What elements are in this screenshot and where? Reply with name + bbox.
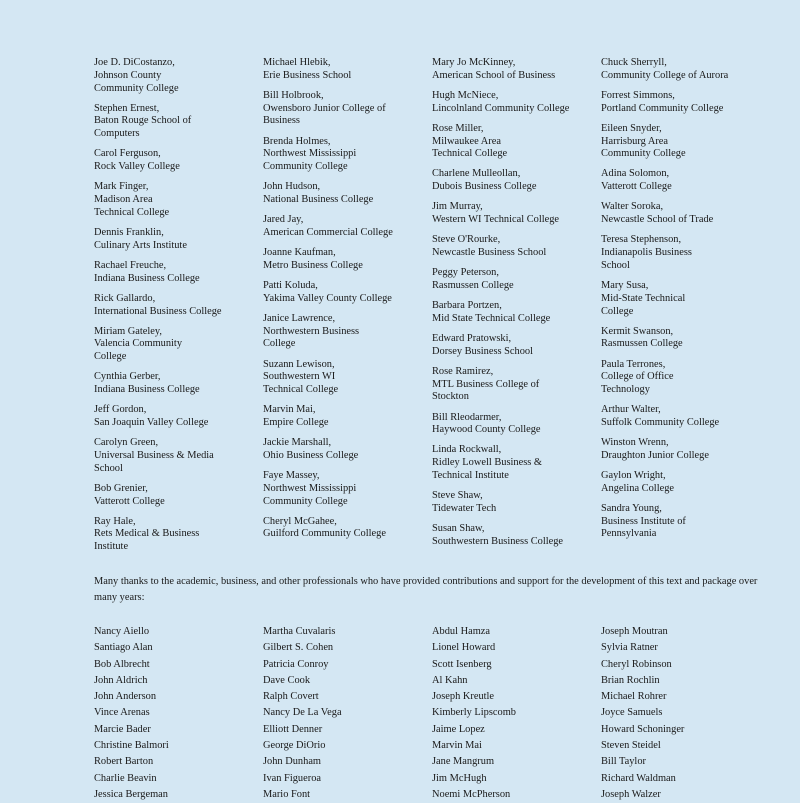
reviewer-school: Rets Medical & Business Institute [94, 528, 200, 553]
reviewer-name: Dennis Franklin, [94, 226, 164, 238]
reviewer-name: John Hudson, [263, 181, 321, 193]
reviewer-school: Culinary Arts Institute [94, 239, 187, 251]
reviewer-name: Charlene Mulleollan, [432, 168, 521, 180]
reviewer-school: International Business College [94, 305, 222, 317]
reviewer-name: Steve O'Rourke, [432, 234, 501, 246]
contributor-name: Santiago Alan [94, 642, 153, 654]
reviewer-entry [94, 57, 263, 95]
reviewer-name: Bill Rleodarmer, [432, 411, 502, 423]
reviewer-school: Tidewater Tech [432, 502, 497, 514]
reviewer-entry [432, 90, 601, 116]
reviewer-school: Indiana Business College [94, 272, 200, 284]
reviewer-school: Dubois Business College [432, 181, 537, 193]
reviewer-name: Bob Grenier, [94, 482, 148, 494]
reviewer-name: Stephen Ernest, [94, 102, 160, 114]
contributor-name: Kimberly Lipscomb [432, 707, 516, 719]
reviewer-school: Portland Community College [601, 102, 724, 114]
reviewer-name: Linda Rockwall, [432, 444, 502, 456]
reviewer-name: Jim Murray, [432, 201, 483, 213]
reviewer-name: Eileen Snyder, [601, 122, 662, 134]
reviewer-name: Peggy Peterson, [432, 267, 499, 279]
reviewer-name: Mary Jo McKinney, [432, 57, 516, 68]
reviewer-school: Guilford Community College [263, 528, 386, 540]
reviewer-school: Draughton Junior College [601, 449, 709, 461]
reviewer-entry [432, 412, 601, 438]
reviewer-school: MTL Business College of Stockton [432, 378, 540, 403]
reviewer-school: Haywood County College [432, 424, 541, 436]
reviewer-name: Susan Shaw, [432, 522, 485, 534]
contributor-name: Jessica Bergeman [94, 788, 168, 800]
reviewer-name: Miriam Gateley, [94, 325, 162, 337]
reviewer-school: Rasmussen College [432, 279, 514, 291]
reviewer-entry [263, 280, 432, 306]
reviewer-entry [94, 371, 263, 397]
reviewer-name: Teresa Stephenson, [601, 234, 682, 246]
reviewer-entry [432, 333, 601, 359]
reviewer-school: Ridley Lowell Business & Technical Institute [432, 457, 542, 481]
reviewer-entry [432, 168, 601, 194]
contributor-name: Mario Font [263, 788, 311, 800]
reviewer-entry [601, 234, 770, 272]
reviewer-entry [263, 57, 432, 83]
contributor-name: Brian Rochlin [601, 674, 660, 686]
contributors-list [94, 624, 784, 803]
reviewer-entry [263, 470, 432, 508]
contributor-name: Charlie Beavin [94, 772, 157, 784]
contributor-name: Joseph Kreutle [432, 691, 495, 703]
contributor-name: Cheryl Robinson [601, 658, 672, 670]
reviewer-name: Patti Koluda, [263, 279, 318, 291]
reviewer-entry [263, 404, 432, 430]
reviewer-name: Walter Soroka, [601, 201, 664, 213]
reviewer-name: Mary Susa, [601, 279, 649, 291]
reviewer-school: Rasmussen College [601, 338, 683, 350]
reviewer-school: Northwest Mississippi Community College [263, 482, 357, 507]
reviewer-entry [263, 247, 432, 273]
contributor-name: Steven Steidel [601, 740, 661, 752]
contributor-name: Jim McHugh [432, 772, 487, 784]
reviewer-name: Jeff Gordon, [94, 404, 147, 416]
reviewer-name: Adina Solomon, [601, 168, 670, 180]
contributor-name: Nancy Aiello [94, 626, 150, 637]
reviewer-entry [432, 57, 601, 83]
contributor-name: Bob Albrecht [94, 658, 150, 670]
reviewer-entry [263, 437, 432, 463]
contributor-name: Joyce Samuels [601, 707, 663, 719]
contributor-name: Scott Isenberg [432, 658, 492, 670]
reviewer-entry [601, 57, 770, 83]
reviewer-school: Valencia Community College [94, 338, 183, 363]
contributor-column [94, 624, 263, 803]
contributor-name: Martha Cuvalaris [263, 626, 336, 637]
reviewer-entry [94, 483, 263, 509]
reviewer-name: Carol Ferguson, [94, 148, 161, 160]
reviewer-school: Southwestern WI Technical College [263, 371, 339, 396]
reviewer-entry [94, 516, 263, 554]
reviewer-name: Faye Massey, [263, 469, 320, 481]
reviewer-school: Newcastle School of Trade [601, 214, 714, 226]
contributor-column [432, 624, 601, 803]
reviewer-name: Sandra Young, [601, 502, 662, 514]
reviewer-entry [94, 293, 263, 319]
reviewer-entry [432, 300, 601, 326]
reviewer-entry [432, 490, 601, 516]
reviewer-name: Paula Terrones, [601, 358, 666, 370]
reviewer-school: Newcastle Business School [432, 247, 547, 259]
reviewers-list [94, 57, 784, 561]
reviewer-entry [94, 260, 263, 286]
reviewer-column [432, 57, 601, 561]
reviewer-name: Joanne Kaufman, [263, 247, 336, 259]
contributor-name: Gilbert S. Cohen [263, 642, 334, 654]
reviewer-entry [601, 503, 770, 541]
reviewer-entry [94, 148, 263, 174]
contributor-name: Sylvia Ratner [601, 642, 658, 654]
contributor-name: Marvin Mai [432, 740, 482, 752]
reviewer-entry [601, 326, 770, 352]
reviewer-school: American Commercial College [263, 226, 393, 238]
reviewer-school: Yakima Valley County College [263, 292, 392, 304]
contributor-name: Lionel Howard [432, 642, 496, 654]
reviewer-name: Ray Hale, [94, 515, 136, 527]
contributor-name: Michael Rohrer [601, 691, 667, 703]
reviewer-school: Indiana Business College [94, 384, 200, 396]
reviewer-name: Rick Gallardo, [94, 292, 156, 304]
reviewer-entry [94, 103, 263, 141]
reviewer-entry [432, 201, 601, 227]
contributor-name: Richard Waldman [601, 772, 676, 784]
reviewer-name: Arthur Walter, [601, 404, 661, 416]
contributor-name: Joseph Moutran [601, 626, 668, 637]
reviewer-name: Barbara Portzen, [432, 300, 502, 312]
reviewer-school: Madison Area Technical College [94, 194, 170, 218]
contributor-name: Abdul Hamza [432, 626, 490, 637]
contributor-name: Howard Schoninger [601, 723, 685, 735]
reviewer-school: Western WI Technical College [432, 214, 560, 226]
reviewer-name: Forrest Simmons, [601, 89, 675, 101]
reviewer-school: Vatterott College [601, 181, 672, 193]
contributor-name: Patricia Conroy [263, 658, 329, 670]
reviewer-entry [263, 90, 432, 128]
contributor-name: Elliott Denner [263, 723, 323, 735]
contributor-name: Dave Cook [263, 674, 311, 686]
reviewer-school: Lincolnland Community College [432, 102, 570, 114]
contributor-name: Bill Taylor [601, 756, 646, 768]
reviewer-school: Dorsey Business School [432, 345, 534, 357]
reviewer-entry [432, 123, 601, 161]
reviewer-school: American School of Business [432, 69, 556, 81]
contributor-name: Al Kahn [432, 674, 468, 686]
reviewer-name: Marvin Mai, [263, 404, 316, 416]
contributor-name: Jaime Lopez [432, 723, 485, 735]
reviewer-entry [601, 404, 770, 430]
reviewer-entry [601, 470, 770, 496]
reviewer-school: Universal Business & Media School [94, 449, 214, 474]
reviewer-entry [601, 90, 770, 116]
reviewer-school: Empire College [263, 417, 329, 428]
reviewer-entry [432, 267, 601, 293]
reviewer-entry [263, 181, 432, 207]
reviewer-school: San Joaquin Valley College [94, 417, 209, 428]
reviewer-school: Baton Rouge School of Computers [94, 115, 192, 140]
reviewer-school: Rock Valley College [94, 161, 180, 173]
reviewer-name: Cynthia Gerber, [94, 371, 161, 383]
reviewer-name: Winston Wrenn, [601, 437, 669, 449]
contributor-name: John Dunham [263, 756, 322, 768]
reviewer-entry [601, 201, 770, 227]
contributor-name: John Aldrich [94, 674, 148, 686]
reviewer-school: Erie Business School [263, 69, 352, 81]
contributor-column [263, 624, 432, 803]
contributor-name: Christine Balmori [94, 740, 169, 752]
contributor-name: Vince Arenas [94, 707, 150, 719]
contributor-name: Ivan Figueroa [263, 772, 321, 784]
reviewer-name: Brenda Holmes, [263, 135, 331, 147]
reviewer-name: Suzann Lewison, [263, 358, 335, 370]
reviewer-name: Rose Ramirez, [432, 365, 494, 377]
reviewer-school: Business Institute of Pennsylvania [601, 515, 686, 540]
contributor-name: George DiOrio [263, 740, 326, 752]
reviewer-entry [601, 280, 770, 318]
contributor-name: Robert Barton [94, 756, 154, 768]
reviewer-name: Bill Holbrook, [263, 89, 324, 101]
reviewer-entry [94, 326, 263, 364]
contributor-name: Marcie Bader [94, 723, 151, 735]
reviewer-name: Mark Finger, [94, 181, 149, 193]
contributor-name: Noemi McPherson [432, 788, 511, 800]
reviewer-school: Johnson County Community College [94, 69, 179, 94]
reviewer-entry [432, 234, 601, 260]
contributor-name: Jane Mangrum [432, 756, 495, 768]
reviewer-school: Owensboro Junior College of Business [263, 102, 386, 127]
contributor-column [601, 624, 770, 803]
reviewer-entry [94, 227, 263, 253]
reviewer-entry [432, 444, 601, 482]
reviewer-entry [432, 366, 601, 404]
reviewer-name: Steve Shaw, [432, 490, 483, 502]
reviewer-entry [263, 516, 432, 542]
thanks-paragraph: Many thanks to the academic, business, and other professionals who have provided contributions and support for the development of this text and package over many years: [94, 576, 758, 603]
reviewer-entry [94, 404, 263, 430]
reviewer-school: Ohio Business College [263, 449, 359, 461]
reviewer-school: Suffolk Community College [601, 417, 720, 428]
reviewer-entry [263, 214, 432, 240]
reviewer-entry [432, 523, 601, 549]
reviewer-name: Hugh McNiece, [432, 89, 499, 101]
contributor-name: John Anderson [94, 691, 157, 703]
reviewer-column [601, 57, 770, 561]
reviewer-school: Northwest Mississippi Community College [263, 148, 357, 173]
reviewer-name: Jared Jay, [263, 214, 304, 226]
reviewer-column [263, 57, 432, 561]
reviewer-name: Chuck Sherryll, [601, 57, 667, 68]
reviewer-name: Michael Hlebik, [263, 57, 331, 68]
reviewer-school: Northwestern Business College [263, 325, 360, 350]
reviewer-entry [263, 136, 432, 174]
reviewer-school: Angelina College [601, 482, 675, 494]
reviewer-entry [263, 313, 432, 351]
reviewer-column [94, 57, 263, 561]
reviewer-name: Janice Lawrence, [263, 312, 336, 324]
reviewer-name: Cheryl McGahee, [263, 515, 337, 527]
reviewer-school: Harrisburg Area Community College [601, 135, 686, 160]
reviewer-name: Jackie Marshall, [263, 437, 332, 449]
reviewer-school: Mid State Technical College [432, 312, 551, 324]
reviewer-entry [601, 168, 770, 194]
reviewer-school: Southwestern Business College [432, 535, 564, 547]
reviewer-name: Joe D. DiCostanzo, [94, 57, 175, 68]
reviewer-school: National Business College [263, 194, 374, 206]
reviewer-school: Community College of Aurora [601, 69, 729, 81]
reviewer-name: Gaylon Wright, [601, 469, 666, 481]
reviewer-entry [601, 359, 770, 397]
reviewer-name: Rose Miller, [432, 122, 484, 134]
reviewer-entry [601, 437, 770, 463]
reviewer-entry [263, 359, 432, 397]
reviewer-school: Indianapolis Business School [601, 247, 692, 271]
reviewer-school: College of Office Technology [601, 371, 674, 396]
reviewer-name: Kermit Swanson, [601, 325, 674, 337]
reviewer-name: Rachael Freuche, [94, 259, 167, 271]
reviewer-entry [94, 437, 263, 475]
reviewer-name: Edward Pratowski, [432, 332, 512, 344]
reviewer-school: Metro Business College [263, 259, 363, 271]
reviewer-school: Vatterott College [94, 495, 165, 507]
reviewer-school: Milwaukee Area Technical College [432, 135, 508, 160]
reviewer-school: Mid-State Technical College [601, 292, 686, 317]
reviewer-name: Carolyn Green, [94, 437, 159, 449]
contributor-name: Ralph Covert [263, 691, 319, 703]
reviewer-entry [601, 123, 770, 161]
contributor-name: Joseph Walzer [601, 788, 661, 800]
contributor-name: Nancy De La Vega [263, 707, 342, 719]
reviewer-entry [94, 181, 263, 219]
